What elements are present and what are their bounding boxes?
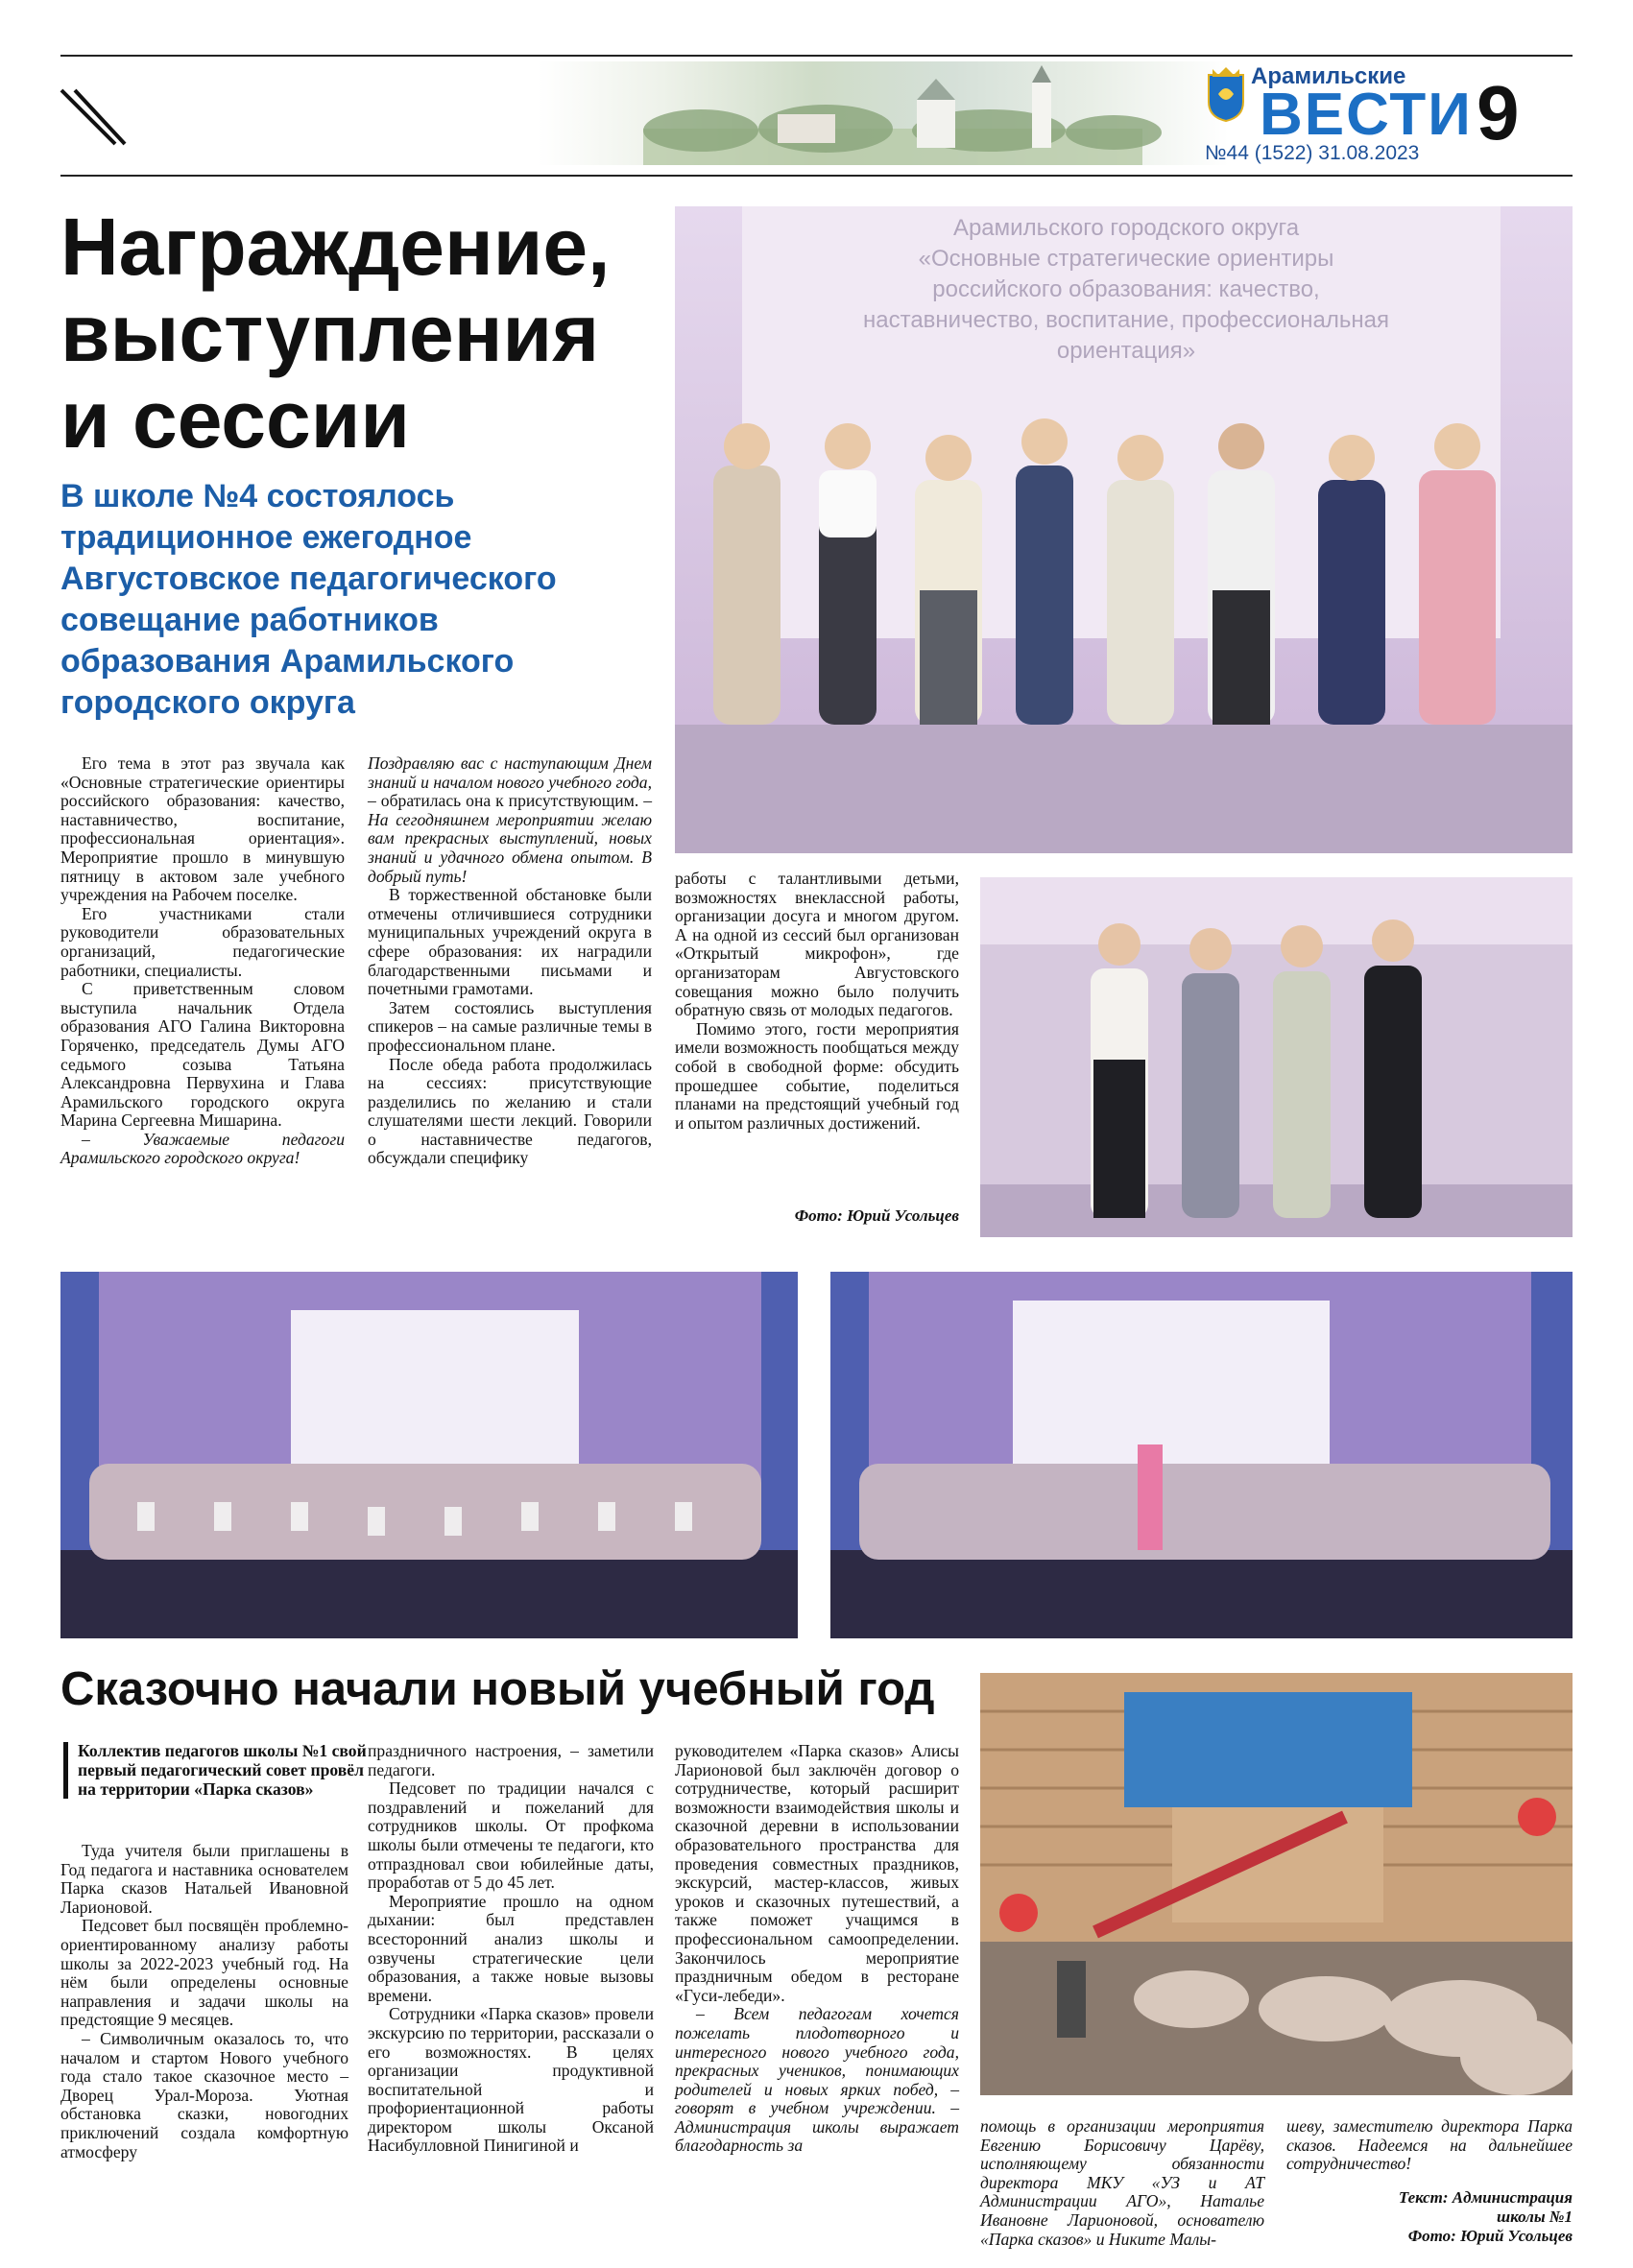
article2-title: Сказочно начали новый учебный год (60, 1663, 935, 1715)
article1-column-3: работы с талантливыми детьми, возможностях внеклассной работы, организации досуга и многом другом. А на одной из сессий был организован «Открытый микрофон», где организаторам Августовского совещания можно было получить обратную связь от молодых педагогов. Помимо этого, гости мероприятия имели возможность пообщаться между собой в свободной форме: обсудить прошедшее событие, поделиться планами на предстоящий учебный год и опытом различных достижений. (675, 869, 959, 1133)
article2-column-3: руководителем «Парка сказов» Алисы Ларионовой был заключён договор о сотрудничестве, который расширит возможности взаимодействия школы и сказочной деревни в использовании образовательного пространства для проведения совместных праздников, экскурсий, мастер-классов, живых уроков и сказочных путешествий, а также поможет учащимся в профессиональном самоопределении. Закончилось мероприятие праздничным обедом в ресторане «Гуси-лебеди». – Всем педагогам хочется пожелать плодотворного и интересного нового учебного года, прекрасных учеников, понимающих родителей и новых ярких побед, – говорят в учебном учреждении. – Администрация школы выражает благодарность за (675, 1741, 959, 2156)
photo-young-teachers (980, 877, 1573, 1237)
article1-photo-credit: Фото: Юрий Усольцев (794, 1206, 959, 1225)
header-bottom-rule (60, 175, 1573, 177)
svg-text:Арамильского городского округа: Арамильского городского округа (952, 215, 1300, 241)
article2-column-2: праздничного настроения, – заметили педагоги. Педсовет по традиции начался с поздравлений и пожеланий для сотрудников школы. От профкома школы были отмечены те педагоги, кто отпраздновал свои юбилейные даты, проработав от 5 до 45 лет. Мероприятие прошло на одном дыхании: был представлен всесторонний анализ школы и озвучены стратегические цели образования, а также новые вызовы времени. Сотрудники «Парка сказов» провели экскурсию по территории, рассказали о его возможностях. В целях организации продуктивной воспитательной и профориентационной работы директором школы Оксаной Насибулловной Пинигиной и (368, 1741, 654, 2156)
page-number: 9 (1477, 70, 1520, 155)
photo-group-right (830, 1272, 1573, 1638)
article2-column-5: шеву, заместителю директора Парка сказов. Надеемся на дальнейшее сотрудничество! (1286, 2116, 1573, 2174)
svg-text:«Основные стратегические ориен: «Основные стратегические ориентиры (918, 246, 1334, 272)
article1-column-1: Его тема в этот раз звучала как «Основные стратегические ориентиры российского образования: качество, наставничество, воспитание, профессиональная ориентация». Мероприятие прошло в минувшую пятницу в актовом зале учебного учреждения на Рабочем поселке. Его участниками стали руководители образовательных организаций, педагогические работники, специалисты. С приветственным словом выступила начальник Отдела образования АГО Галина Викторовна Горяченко, председатель Думы АГО седьмого созыва Татьяна Александровна Первухина и Глава Арамильского городского округа Марина Сергеевна Мишарина. – Уважаемые педагоги Арамильского городского округа! (60, 753, 345, 1168)
article2-credits: Текст: Администрация школы №1 Фото: Юрий Усольцев (1398, 2188, 1573, 2245)
issue-number: №44 (1522) 31.08.2023 (1205, 142, 1420, 164)
slashes-icon (60, 88, 127, 146)
top-rule (60, 55, 1573, 57)
header-landscape-banner (538, 61, 1229, 165)
article1-column-2: Поздравляю вас с наступающим Днем знаний и началом нового учебного года, – обратилась она к присутствующим. – На сегодняшнем мероприятии желаю вам прекрасных выступлений, новых знаний и удачного обмена опытом. В добрый путь! В торжественной обстановке были отмечены отличившиеся сотрудники муниципальных учреждений округа в сфере образования: их наградили благодарственными письмами и почетными грамотами. Затем состоялись выступления спикеров – на самые различные темы в профессиональном плане. После обеда работа продолжилась на сессиях: присутствующие разделились по желанию и стали слушателями шести лекций. Говорили о наставничестве педагогов, обсуждали специфику (368, 753, 652, 1168)
article1-title: Награждение, выступления и сессии (60, 202, 611, 465)
article2-lead: Коллектив педагогов школы №1 свой первый педагогический совет провёл на территории «Парка сказов» (63, 1742, 368, 1799)
photo-fairy-park-hall (980, 1673, 1573, 2095)
article2-column-4: помощь в организации мероприятия Евгению Борисовичу Царёву, исполняющему обязанности директора МКУ «УЗ и АТ Администрации АГО», Наталье Ивановне Ларионовой, основателю «Парка сказов» и Никите Малы- (980, 2116, 1264, 2249)
photo-group-left (60, 1272, 798, 1638)
newspaper-name: Арамильские (1251, 63, 1406, 89)
newspaper-logo: ВЕСТИ (1260, 82, 1473, 148)
photo-award-group (675, 206, 1573, 853)
svg-text:наставничество, воспитание, пр: наставничество, воспитание, профессиональная (863, 307, 1389, 333)
city-crest-icon (1207, 65, 1245, 123)
svg-text:российского образования: качес: российского образования: качество, (932, 276, 1320, 302)
article1-subtitle: В школе №4 состоялось традиционное ежегодное Августовское педагогического совещание работников образования Арамильского городского округа (60, 478, 557, 721)
svg-text:ориентация»: ориентация» (1056, 338, 1196, 364)
article2-column-1: Туда учителя были приглашены в Год педагога и наставника основателем Парка сказов Натальей Ивановной Ларионовой. Педсовет был посвящён проблемно-ориентированному анализу работы школы за 2022-2023 учебный год. На нём были определены основные направления и задачи школы на предстоящие 9 месяцев. – Символичным оказалось то, что началом и стартом Нового учебного года стало такое сказочное место – Дворец Урал-Мороза. Уютная обстановка сказки, новогодних приключений создала комфортную атмосферу (60, 1841, 348, 2161)
